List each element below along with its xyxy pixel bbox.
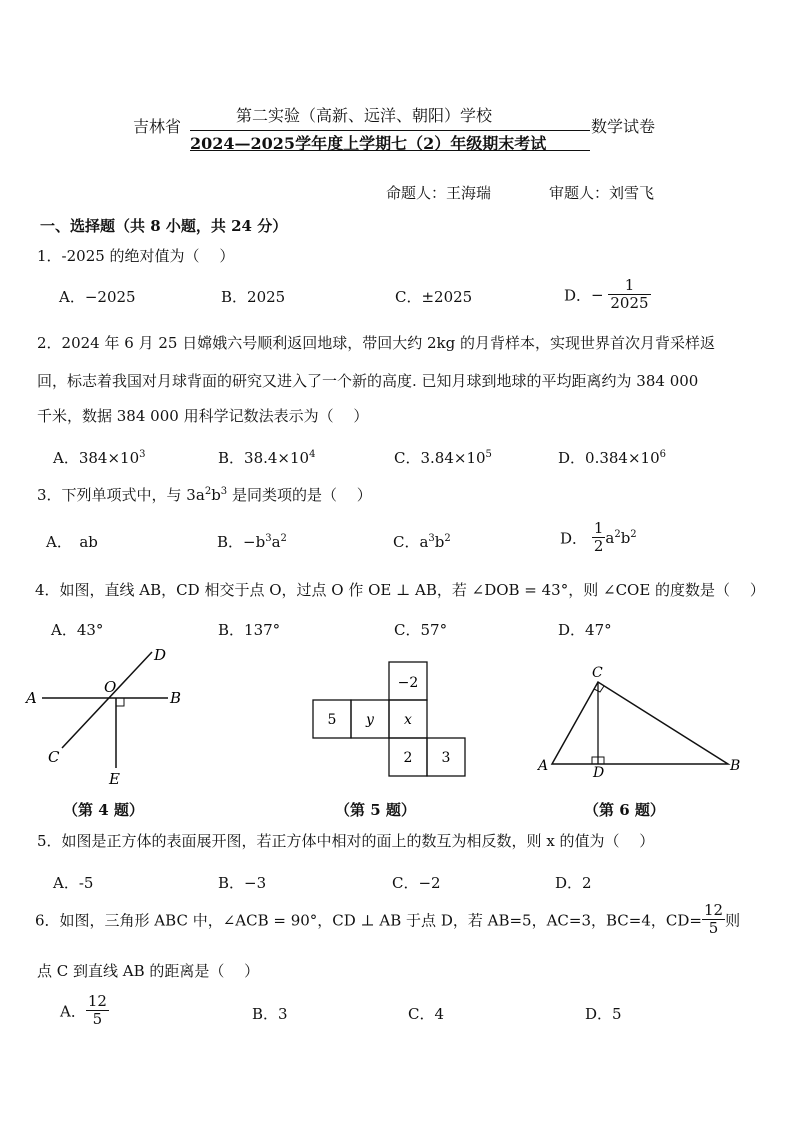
q6-a-num: 12	[87, 992, 107, 1010]
q1-d-num: 1	[608, 277, 650, 295]
q3-option-b[interactable]	[217, 531, 287, 552]
q3-stem	[37, 484, 372, 505]
cell-y: y	[366, 712, 374, 728]
exam-term: 2024—2025学年度上学期七（2）年级期末考试	[190, 134, 547, 153]
q1-d-label: D．	[564, 286, 592, 305]
cell-x: x	[404, 712, 412, 728]
q3-stem-mid: b	[211, 486, 221, 504]
q3-d-exp1: 2	[614, 528, 621, 540]
q3-d-fraction	[592, 520, 606, 556]
figure-5-caption: （第 5 题）	[335, 801, 416, 819]
q2-line1: 2．2024 年 6 月 25 日嫦娥六号顺利返回地球，带回大约 2kg 的月背样本，实现世界首次月背采样返	[37, 334, 715, 352]
q2-c-exp: 5	[485, 449, 492, 460]
q2-option-d[interactable]	[558, 447, 666, 468]
q3-c-exp2: 2	[444, 533, 451, 544]
q3-d-den: 2	[593, 537, 604, 556]
q2-line3: 千米，数据 384 000 用科学记数法表示为（ ）	[37, 407, 369, 425]
q6-stem-num: 12	[703, 901, 724, 919]
q3-stem-post: 是同类项的是（ ）	[227, 486, 372, 504]
q4-option-b[interactable]: B．137°	[218, 621, 281, 639]
q6-option-c[interactable]: C．4	[408, 1005, 445, 1023]
q6-line2: 点 C 到直线 AB 的距离是（ ）	[37, 962, 260, 980]
q1-d-den: 2025	[610, 294, 649, 313]
q6-stem-fraction	[702, 902, 725, 938]
cell-3: 3	[441, 750, 451, 766]
q3-stem-exp1: 2	[204, 486, 212, 497]
q6-a-den: 5	[92, 1010, 103, 1029]
q2-b-base: 38.4×10	[244, 449, 310, 467]
q2-d-label: D．	[558, 449, 586, 467]
q6-stem-den: 5	[708, 919, 719, 938]
q5-option-d[interactable]: D．2	[555, 874, 592, 892]
q6-option-b[interactable]: B．3	[252, 1005, 288, 1023]
label-a: A	[538, 758, 549, 774]
q3-stem-pre: 3．下列单项式中，与 3a	[37, 486, 205, 504]
q3-d-exp2: 2	[630, 528, 637, 540]
q5-stem: 5．如图是正方体的表面展开图，若正方体中相对的面上的数互为相反数，则 x 的值为（ ）	[37, 832, 655, 850]
q3-b-exp2: 2	[280, 533, 287, 544]
q2-b-label: B．	[218, 449, 245, 467]
label-c: C	[592, 665, 603, 681]
q3-d-label: D．	[560, 529, 588, 548]
cell-2: 2	[403, 750, 413, 766]
q3-b-pre: B．−b	[217, 533, 266, 551]
label-e: E	[109, 770, 120, 788]
subject-label: 数学试卷	[591, 117, 656, 136]
q2-d-base: 0.384×10	[585, 449, 660, 467]
q3-c-exp1: 3	[428, 533, 435, 544]
q4-option-c[interactable]: C．57°	[394, 621, 448, 639]
q1-d-sign: −	[591, 285, 604, 304]
q2-a-label: A．	[53, 449, 79, 467]
q5-option-c[interactable]: C．−2	[392, 874, 441, 892]
label-a: A	[26, 689, 37, 707]
author-label: 命题人：王海瑞	[386, 184, 492, 202]
q5-option-a[interactable]: A．-5	[53, 874, 94, 892]
q2-a-exp: 3	[139, 449, 146, 460]
label-b: B	[730, 758, 741, 774]
label-b: B	[170, 689, 182, 707]
q6-stem-pre: 6．如图，三角形 ABC 中，∠ACB = 90°，CD ⊥ AB 于点 D，若 AB=5，AC=3，BC=4，CD=	[35, 911, 702, 930]
label-c: C	[48, 748, 60, 766]
q2-d-exp: 6	[659, 449, 667, 460]
q4-option-a[interactable]: A．43°	[51, 621, 104, 639]
q2-line2: 回，标志着我国对月球背面的研究又进入了一个新的高度. 已知月球到地球的平均距离约为 384 000	[37, 372, 699, 390]
q2-a-base: 384×10	[78, 449, 140, 467]
q1-option-a[interactable]: A．−2025	[59, 288, 136, 306]
school-name: 第二实验（高新、远洋、朝阳）学校	[236, 106, 493, 125]
figure-4-caption: （第 4 题）	[63, 801, 144, 819]
q3-b-mid: a	[271, 533, 281, 551]
q2-option-a[interactable]	[53, 447, 146, 468]
q1-option-c[interactable]: C．±2025	[395, 288, 473, 306]
q4-option-d[interactable]: D．47°	[558, 621, 612, 639]
label-d: D	[154, 646, 167, 664]
q6-stem	[35, 902, 740, 938]
q5-option-b[interactable]: B．−3	[218, 874, 267, 892]
label-d: D	[593, 765, 605, 780]
q4-stem: 4．如图，直线 AB，CD 相交于点 O，过点 O 作 OE ⊥ AB，若 ∠DOB = 43°，则 ∠COE 的度数是（ ）	[35, 581, 765, 599]
figure-5	[312, 660, 467, 780]
q3-d-mid: b	[620, 528, 631, 547]
q1-option-d[interactable]	[564, 277, 651, 313]
term-underline	[190, 150, 590, 151]
label-o: O	[104, 678, 117, 696]
cell-minus-2: −2	[397, 675, 419, 691]
q6-a-fraction	[86, 993, 109, 1029]
q6-stem-post: 则	[725, 911, 741, 930]
q3-option-a[interactable]: A． ab	[46, 533, 98, 551]
province-label: 吉林省	[133, 117, 182, 136]
q3-d-pre: a	[605, 528, 615, 547]
section-title: 一、选择题（共 8 小题，共 24 分）	[40, 217, 288, 235]
cell-5: 5	[327, 712, 337, 728]
line-cd	[62, 652, 152, 748]
q3-d-num: 1	[593, 519, 604, 537]
q3-option-d[interactable]	[560, 520, 637, 556]
q2-b-exp: 4	[309, 449, 316, 460]
q6-option-d[interactable]: D．5	[585, 1005, 622, 1023]
figure-6	[530, 660, 750, 780]
q6-option-a[interactable]	[60, 993, 109, 1029]
reviewer-label: 审题人：刘雪飞	[549, 184, 655, 202]
q2-option-c[interactable]	[394, 447, 492, 468]
q3-b-exp1: 3	[265, 533, 272, 544]
q1-option-b[interactable]: B．2025	[221, 288, 286, 306]
q2-c-label: C．	[394, 449, 421, 467]
right-angle-mark	[116, 698, 124, 706]
figure-6-caption: （第 6 题）	[584, 801, 665, 819]
triangle-abc	[552, 682, 728, 764]
q2-option-b[interactable]	[218, 447, 315, 468]
q3-c-mid: b	[434, 533, 445, 551]
figure-4	[20, 640, 210, 790]
q3-c-pre: C．a	[393, 533, 429, 551]
q3-option-c[interactable]	[393, 531, 451, 552]
q1-d-fraction	[608, 277, 650, 313]
q1-stem: 1．-2025 的绝对值为（ ）	[37, 247, 235, 265]
q6-a-label: A．	[60, 1002, 86, 1021]
q2-c-base: 3.84×10	[420, 449, 486, 467]
q3-stem-exp2: 3	[220, 486, 228, 497]
